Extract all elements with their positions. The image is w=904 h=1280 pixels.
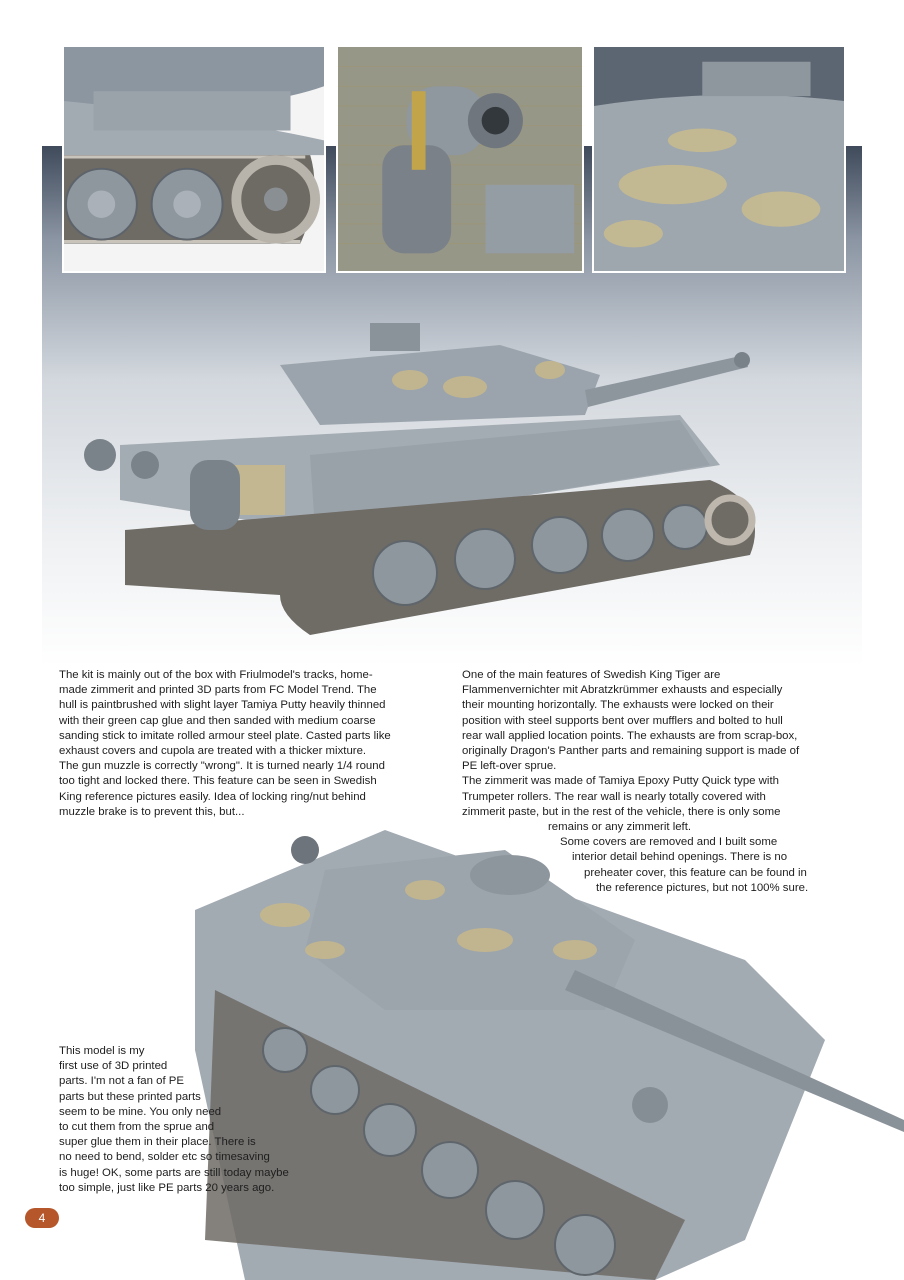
text-line: the reference pictures, but not 100% sure. [596,881,809,894]
text-line: made zimmerit and printed 3D parts from FC Model Trend. The [59,684,377,697]
text-line: originally Dragon's Panther parts and remaining support is made of [462,745,800,758]
text-line: rear wall applied location points. The exhausts are from scrap-box, [462,729,798,742]
text-line: exhaust covers and cupola are treated with a thicker mixture. [59,745,367,758]
page-number-badge: 4 [25,1208,59,1228]
photo-tank-rear-view [80,315,770,660]
text-line: position with steel supports bent over mufflers and bolted to hull [462,714,783,727]
text-line: too tight and locked there. This feature can be seen in Swedish [59,775,377,788]
text-line: too simple, just like PE parts 20 years ago. [59,1181,275,1194]
text-line: their mounting horizontally. The exhausts were locked on their [462,699,774,712]
text-line: to cut them from the sprue and [59,1121,215,1134]
text-line: This model is my [59,1045,145,1057]
text-line: sanding stick to imitate rolled armour steel plate. Casted parts like [59,729,391,742]
text-line: The kit is mainly out of the box with Friulmodel's tracks, home- [59,669,373,681]
text-line: remains or any zimmerit left. [548,821,692,834]
text-line: Trumpeter rollers. The rear wall is nearly totally covered with [462,790,766,803]
text-line: King reference pictures easily. Idea of locking ring/nut behind [59,790,366,803]
article-text-right [462,668,862,896]
text-line: The gun muzzle is correctly "wrong". It is turned nearly 1/4 round [59,760,385,773]
text-line: Flammenvernichter mit Abratzkrümmer exhausts and especially [462,684,783,697]
text-line: with their green cap glue and then sanded with medium coarse [59,714,376,727]
text-line: no need to bend, solder etc so timesaving [59,1151,270,1164]
text-line: zimmerit paste, but in the rest of the vehicle, there is only some [462,805,781,818]
text-line: super glue them in their place. There is [59,1136,256,1149]
photo-turret-closeup [592,45,846,273]
text-line: The zimmerit was made of Tamiya Epoxy Putty Quick type with [462,775,779,788]
article-text-left [59,668,439,820]
text-line: preheater cover, this feature can be found in [584,866,807,879]
text-line: interior detail behind openings. There is no [572,851,788,864]
text-line: One of the main features of Swedish King Tiger are [462,669,721,681]
text-line: is huge! OK, some parts are still today maybe [59,1166,289,1179]
text-line: first use of 3D printed [59,1060,168,1073]
text-line: muzzle brake is to prevent this, but... [59,805,245,818]
photo-tracks-closeup [62,45,326,273]
text-line: parts but these printed parts [59,1090,201,1103]
text-line: PE left-over sprue. [462,760,557,773]
text-line: Some covers are removed and I built some [560,836,778,849]
article-text-bottom-left [59,1044,349,1196]
text-line: hull is paintbrushed with slight layer Tamiya Putty heavily thinned [59,699,386,712]
text-line: parts. I'm not a fan of PE [59,1075,185,1088]
text-line: seem to be mine. You only need [59,1105,222,1118]
photo-exhaust-closeup [336,45,584,273]
